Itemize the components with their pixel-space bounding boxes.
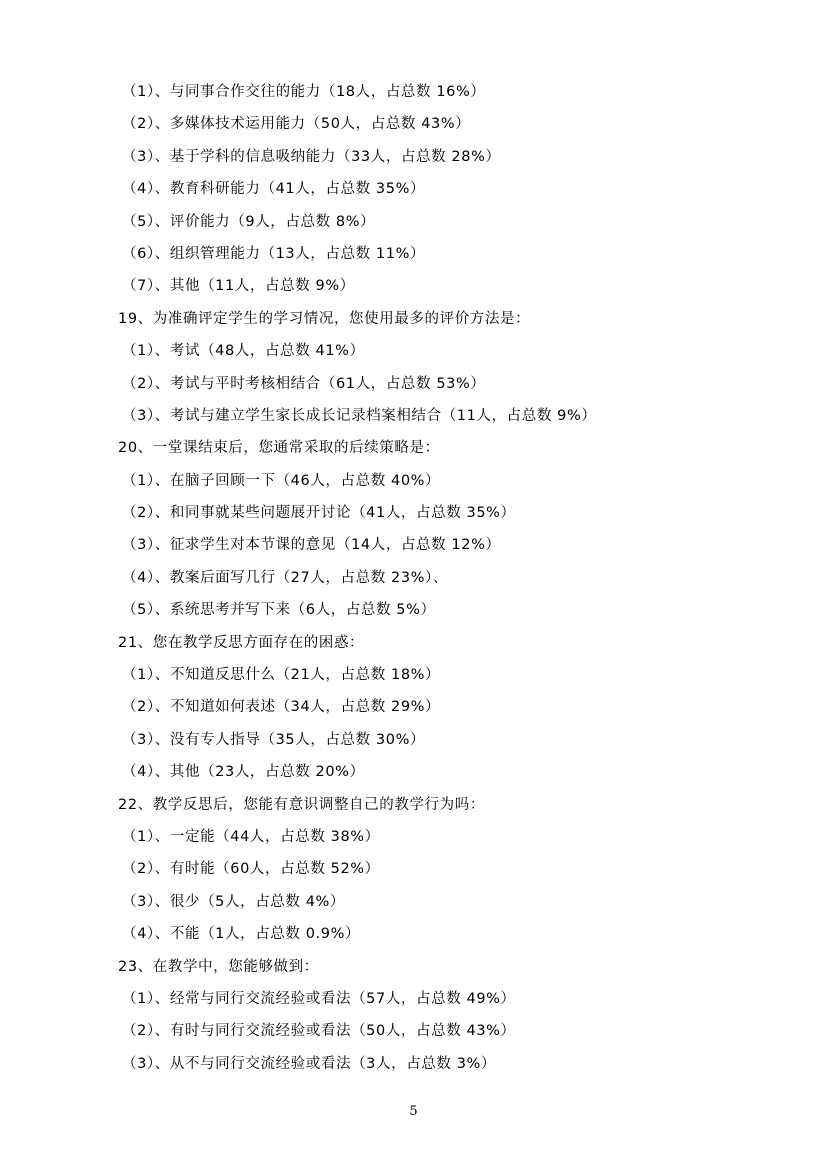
option-line: （6）、组织管理能力（13人，占总数 11%） xyxy=(122,245,426,262)
option-line: （4）、其他（23人，占总数 20%） xyxy=(122,764,365,781)
option-line: （4）、教案后面写几行（27人，占总数 23%）、 xyxy=(122,569,449,586)
document-body xyxy=(118,76,762,1080)
option-line: （1）、一定能（44人，占总数 38%） xyxy=(122,828,380,845)
option-line: （2）、有时能（60人，占总数 52%） xyxy=(122,861,380,878)
question-23: 23、在教学中，您能够做到： xyxy=(118,958,319,975)
option-line: （5）、评价能力（9人，占总数 8%） xyxy=(122,213,376,230)
option-line: （7）、其他（11人，占总数 9%） xyxy=(122,278,355,295)
option-line: （2）、有时与同行交流经验或看法（50人，占总数 43%） xyxy=(122,1023,516,1040)
option-line: （2）、考试与平时考核相结合（61人，占总数 53%） xyxy=(122,375,486,392)
option-line: （1）、考试（48人，占总数 41%） xyxy=(122,343,365,360)
option-line: （3）、很少（5人，占总数 4%） xyxy=(122,893,346,910)
option-line: （4）、不能（1人，占总数 0.9%） xyxy=(122,926,361,943)
option-line: （1）、不知道反思什么（21人，占总数 18%） xyxy=(122,667,441,684)
question-19: 19、为准确评定学生的学习情况，您使用最多的评价方法是： xyxy=(118,310,531,327)
option-line: （2）、和同事就某些问题展开讨论（41人，占总数 35%） xyxy=(122,505,516,522)
question-22: 22、教学反思后，您能有意识调整自己的教学行为吗： xyxy=(118,796,485,813)
option-line: （1）、在脑子回顾一下（46人，占总数 40%） xyxy=(122,472,441,489)
option-line: （2）、多媒体技术运用能力（50人，占总数 43%） xyxy=(122,116,471,133)
option-line: （3）、从不与同行交流经验或看法（3人，占总数 3%） xyxy=(122,1055,497,1072)
option-line: （1）、经常与同行交流经验或看法（57人，占总数 49%） xyxy=(122,990,516,1007)
page-number: 5 xyxy=(409,1104,418,1119)
option-line: （1）、与同事合作交往的能力（18人，占总数 16%） xyxy=(122,84,486,100)
option-line: （2）、不知道如何表述（34人，占总数 29%） xyxy=(122,699,441,716)
question-21: 21、您在教学反思方面存在的困惑： xyxy=(118,634,365,651)
option-line: （3）、考试与建立学生家长成长记录档案相结合（11人，占总数 9%） xyxy=(122,407,597,424)
option-line: （3）、征求学生对本节课的意见（14人，占总数 12%） xyxy=(122,537,501,554)
option-line: （5）、系统思考并写下来（6人，占总数 5%） xyxy=(122,602,436,619)
option-line: （3）、基于学科的信息吸纳能力（33人，占总数 28%） xyxy=(122,148,501,165)
question-20: 20、一堂课结束后，您通常采取的后续策略是： xyxy=(118,440,440,457)
option-line: （4）、教育科研能力（41人，占总数 35%） xyxy=(122,181,426,198)
option-line: （3）、没有专人指导（35人，占总数 30%） xyxy=(122,731,426,748)
